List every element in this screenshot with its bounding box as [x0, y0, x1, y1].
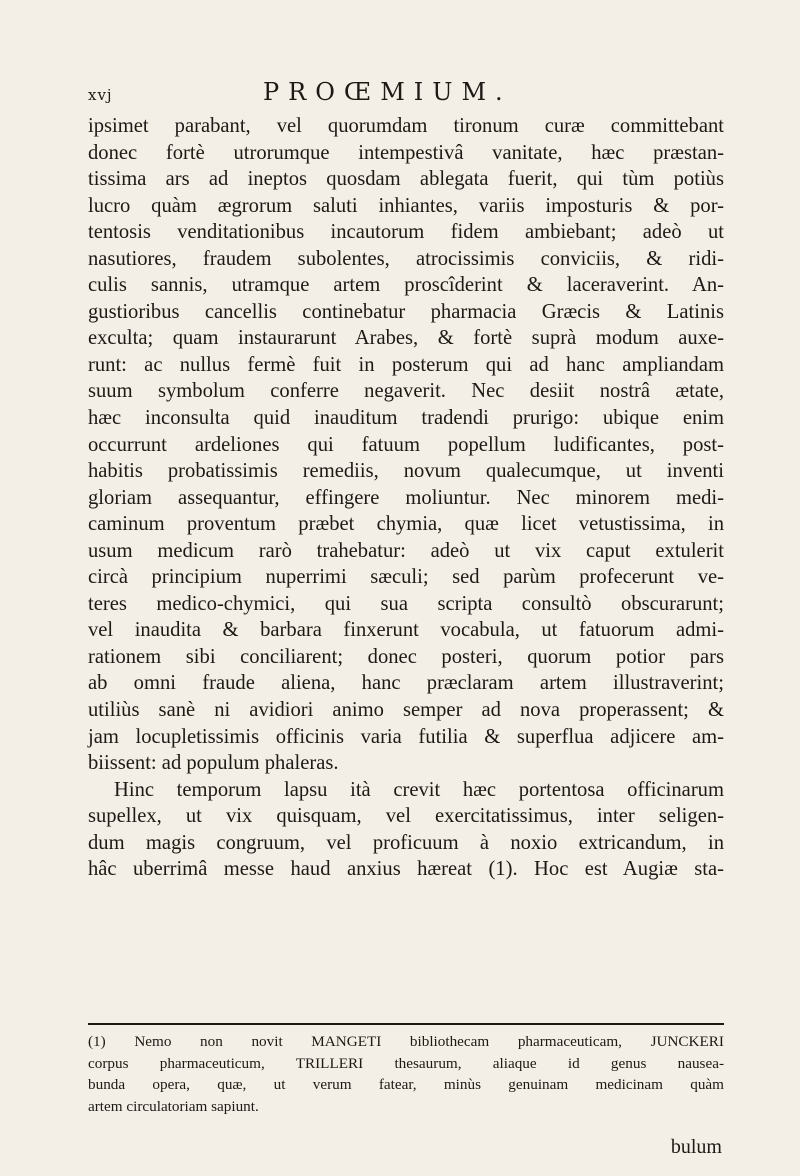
text-line: gloriam assequantur, effingere moliuntur. Nec minorem medi- — [88, 486, 724, 509]
footnote-line: corpus pharmaceuticum, TRILLERI thesaurum, aliaque id genus nausea- — [88, 1054, 724, 1072]
footnote-line: artem circulatoriam sapiunt. — [88, 1097, 259, 1115]
text-line: supellex, ut vix quisquam, vel exercitatissimus, inter seligen- — [88, 805, 724, 828]
text-line: dum magis congruum, vel proficuum à noxio extricandum, in — [88, 831, 724, 854]
text-line: rationem sibi conciliarent; donec posteri, quorum potior pars — [88, 645, 724, 668]
text-line: vel inaudita & barbara finxerunt vocabula, ut fatuorum admi- — [88, 619, 724, 642]
text-line: exculta; quam instaurarunt Arabes, & fortè suprà modum auxe- — [88, 327, 724, 350]
catchword: bulum — [670, 1136, 722, 1158]
text-line: biissent: ad populum phaleras. — [88, 752, 339, 775]
text-line: caminum proventum præbet chymia, quæ licet vetustissima, in — [88, 513, 724, 536]
footnote — [88, 1031, 724, 1117]
text-line: runt: ac nullus fermè fuit in posterum qui ad hanc ampliandam — [88, 353, 724, 376]
text-line: usum medicum rarò trahebatur: adeò ut vix caput extulerit — [88, 539, 724, 562]
page-header — [88, 78, 728, 108]
text-line: lucro quàm ægrorum saluti inhiantes, variis imposturis & por- — [88, 194, 724, 217]
text-line: utiliùs sanè ni avidiori animo semper ad nova properassent; & — [88, 699, 724, 722]
footnote-line: bunda opera, quæ, ut verum fatear, minùs genuinam medicinam quàm — [88, 1076, 724, 1094]
running-head: PROŒMIUM. — [263, 78, 512, 106]
text-line: ipsimet parabant, vel quorumdam tironum curæ committebant — [88, 115, 724, 137]
text-line: ab omni fraude aliena, hanc præclaram artem illustraverint; — [88, 672, 724, 695]
text-line: donec fortè utrorumque intempestivâ vanitate, hæc præstan- — [88, 141, 724, 164]
footnote-rule — [88, 1023, 724, 1025]
text-line: hæc inconsulta quid inauditum tradendi prurigo: ubique enim — [88, 407, 724, 430]
text-line: Hinc temporum lapsu ità crevit hæc portentosa officinarum — [114, 778, 724, 801]
page-number: xvj — [88, 86, 113, 104]
text-line: teres medico-chymici, qui sua scripta consultò obscurarunt; — [88, 592, 724, 615]
body-text — [88, 113, 724, 883]
text-line: habitis probatissimis remediis, novum qualecumque, ut inventi — [88, 460, 724, 483]
text-line: occurrunt ardeliones qui fatuum popellum ludificantes, post- — [88, 433, 724, 456]
text-line: hâc uberrimâ messe haud anxius hæreat (1). Hoc est Augiæ sta- — [88, 858, 724, 881]
footnote-line: (1) Nemo non novit MANGETI bibliothecam pharmaceuticam, JUNCKERI — [88, 1033, 724, 1050]
text-line: circà principium nuperrimi sæculi; sed parùm profecerunt ve- — [88, 566, 724, 589]
text-line: tentosis venditationibus incautorum fidem ambiebant; adeò ut — [88, 221, 724, 244]
text-line: gustioribus cancellis continebatur pharmacia Græcis & Latinis — [88, 300, 724, 323]
text-line: jam locupletissimis officinis varia futilia & superflua adjicere am- — [88, 725, 724, 748]
text-line: culis sannis, utramque artem proscîderint & laceraverint. An- — [88, 274, 724, 297]
text-line: suum symbolum conferre negaverit. Nec desiit nostrâ ætate, — [88, 380, 724, 403]
text-line: tissima ars ad ineptos quosdam ablegata fuerit, qui tùm potiùs — [88, 168, 724, 191]
text-line: nasutiores, fraudem subolentes, atrocissimis conviciis, & ridi- — [88, 247, 724, 270]
